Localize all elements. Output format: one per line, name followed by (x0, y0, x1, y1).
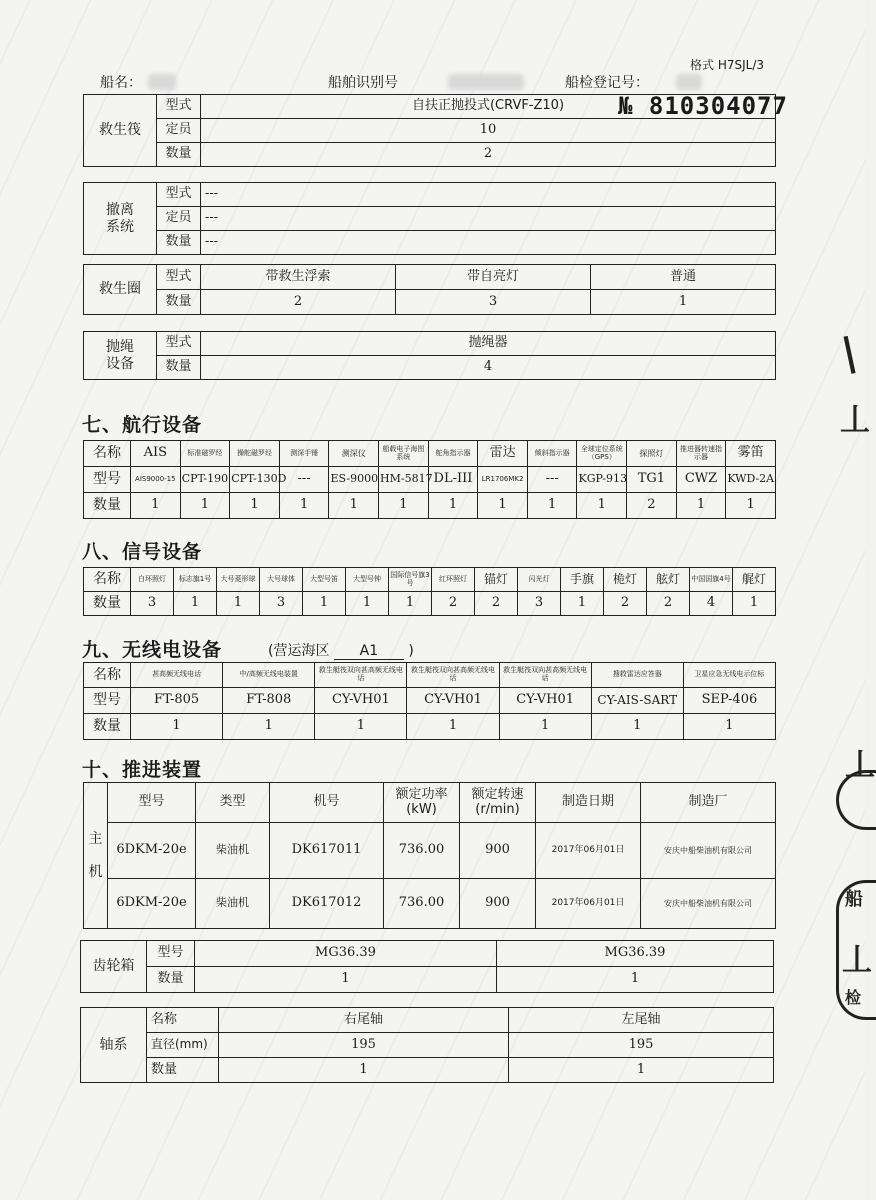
engine-power: 736.00 (384, 823, 460, 879)
signal-qty: 2 (475, 592, 518, 616)
margin-seal-char-b: 检 (845, 988, 862, 1007)
margin-stamp-arc (836, 880, 876, 1020)
nav-qty: 1 (726, 493, 776, 519)
nav-model: ES-9000 (329, 467, 379, 493)
evacuation-title (84, 183, 157, 255)
radio-model-label: 型号 (84, 688, 131, 714)
shaft-name-label: 名称 (147, 1008, 219, 1033)
gearbox-table (80, 940, 774, 993)
signal-qty: 3 (518, 592, 561, 616)
nav-name: 船载电子海图系统 (379, 441, 429, 467)
evac-type-value: --- (201, 183, 776, 207)
engine-type: 柴油机 (196, 823, 270, 879)
engine-number: DK617011 (270, 823, 384, 879)
gearbox-title: 齿轮箱 (81, 941, 147, 993)
nav-model: TG1 (627, 467, 677, 493)
radio-qty: 1 (499, 714, 591, 740)
navigation-table (83, 440, 776, 519)
nav-model: HM-5817 (379, 467, 429, 493)
engine-date: 2017年06月01日 (536, 879, 641, 929)
engine-date: 2017年06月01日 (536, 823, 641, 879)
lifebuoy-qty: 3 (396, 290, 591, 315)
section-radio-title: 九、无线电设备 (82, 639, 223, 661)
evac-capacity-value: --- (201, 207, 776, 231)
engine-header-speed: 额定转速(r/min) (460, 783, 536, 823)
main-engine-table (83, 782, 776, 929)
engine-header-date: 制造日期 (536, 783, 641, 823)
signal-qty: 1 (303, 592, 346, 616)
nav-model: --- (527, 467, 577, 493)
margin-seal-char-a: 船 (845, 889, 863, 910)
nav-name: 全球定位系统（GPS） (577, 441, 627, 467)
shafting-title: 轴系 (81, 1008, 147, 1083)
signal-name: 大号菱形球 (217, 568, 260, 592)
signal-name: 桅灯 (604, 568, 647, 592)
radio-model: FT-808 (223, 688, 315, 714)
nav-qty: 1 (527, 493, 577, 519)
signal-qty: 1 (217, 592, 260, 616)
gearbox-qty: 1 (195, 967, 497, 993)
radio-name: 救生艇筏双向甚高频无线电话 (407, 663, 499, 688)
signal-qty: 2 (647, 592, 690, 616)
line-throwing-type: 抛绳器 (201, 332, 776, 356)
margin-stamp-fragment: 丄 (840, 403, 870, 438)
radio-name: 救生艇筏双向甚高频无线电话 (315, 663, 407, 688)
signal-qty: 3 (131, 592, 174, 616)
nav-model: DL-III (428, 467, 478, 493)
nav-model: CPT-130D (230, 467, 280, 493)
engine-type: 柴油机 (196, 879, 270, 929)
registration-label: 船检登记号： (565, 75, 649, 91)
lifebuoy-qty-label: 数量 (157, 290, 201, 315)
signal-name: 国际信号旗3号 (389, 568, 432, 592)
lifebuoy-qty: 1 (591, 290, 776, 315)
signal-name: 标志旗1号 (174, 568, 217, 592)
liferaft-qty-value: 2 (201, 143, 776, 167)
nav-model: LR1706MK2 (478, 467, 528, 493)
lifebuoy-type: 普通 (591, 265, 776, 290)
radio-qty: 1 (591, 714, 683, 740)
nav-model: KGP-913 (577, 467, 627, 493)
signal-name-label: 名称 (84, 568, 131, 592)
nav-qty: 1 (577, 493, 627, 519)
nav-qty: 1 (131, 493, 181, 519)
main-engine-label (84, 783, 108, 929)
shaft-qty: 1 (509, 1058, 774, 1083)
margin-stamp-fragment: | (837, 329, 861, 375)
gearbox-model: MG36.39 (497, 941, 774, 967)
radio-model: CY-AIS-SART (591, 688, 683, 714)
section-propulsion-title: 十、推进装置 (82, 759, 203, 781)
radio-model: CY-VH01 (407, 688, 499, 714)
liferaft-qty-label: 数量 (157, 143, 201, 167)
signal-name: 大型号钟 (346, 568, 389, 592)
radio-name: 卫星应急无线电示位标 (683, 663, 775, 688)
operating-area-value: A1 (334, 643, 404, 660)
line-throwing-type-label: 型式 (157, 332, 201, 356)
signal-name: 闪光灯 (518, 568, 561, 592)
radio-qty-label: 数量 (84, 714, 131, 740)
nav-name: 标准磁罗经 (180, 441, 230, 467)
main-engine-label-1: 主 (88, 831, 103, 848)
signal-qty: 3 (260, 592, 303, 616)
evacuation-table (83, 182, 776, 255)
engine-header-number: 机号 (270, 783, 384, 823)
evacuation-title-1: 撤离 (106, 202, 134, 219)
section-signal-title: 八、信号设备 (82, 541, 203, 563)
lifebuoy-type: 带救生浮索 (201, 265, 396, 290)
nav-name: AIS (131, 441, 181, 467)
nav-model: CPT-190 (180, 467, 230, 493)
signal-name: 红环照灯 (432, 568, 475, 592)
evacuation-title-2: 系统 (106, 218, 134, 235)
engine-maker: 安庆中船柴油机有限公司 (641, 879, 776, 929)
nav-qty-label: 数量 (84, 493, 131, 519)
serial-number: № 810304077 (618, 92, 788, 120)
engine-model: 6DKM-20e (108, 823, 196, 879)
radio-qty: 1 (407, 714, 499, 740)
signal-name: 大型号笛 (303, 568, 346, 592)
nav-name: 倾斜指示器 (527, 441, 577, 467)
nav-name: 操舵磁罗经 (230, 441, 280, 467)
nav-name: 测深手锤 (279, 441, 329, 467)
nav-name: 推进器转速指示器 (676, 441, 726, 467)
margin-stamp-arc (836, 770, 876, 830)
nav-qty: 2 (627, 493, 677, 519)
nav-name: 舵角指示器 (428, 441, 478, 467)
operating-area (268, 640, 414, 660)
signal-name: 艉灯 (733, 568, 776, 592)
signal-qty: 2 (432, 592, 475, 616)
liferaft-capacity-value: 10 (201, 119, 776, 143)
radio-qty: 1 (315, 714, 407, 740)
section-navigation-title: 七、航行设备 (82, 414, 203, 436)
radio-name: 中/高频无线电装置 (223, 663, 315, 688)
margin-stamp-fragment: 丄 (842, 943, 872, 978)
engine-header-power: 额定功率(kW) (384, 783, 460, 823)
radio-name-label: 名称 (84, 663, 131, 688)
gearbox-qty-label: 数量 (147, 967, 195, 993)
nav-qty: 1 (180, 493, 230, 519)
nav-qty: 1 (428, 493, 478, 519)
nav-name: 探照灯 (627, 441, 677, 467)
lifebuoy-table (83, 264, 776, 315)
engine-maker: 安庆中船柴油机有限公司 (641, 823, 776, 879)
engine-speed: 900 (460, 879, 536, 929)
ship-name-label: 船名： (100, 75, 142, 91)
signal-qty: 1 (389, 592, 432, 616)
nav-qty: 1 (329, 493, 379, 519)
margin-stamp-fragment: 丄 (845, 748, 875, 783)
lifebuoy-type-label: 型式 (157, 265, 201, 290)
signal-qty: 4 (690, 592, 733, 616)
nav-name: 测深仪 (329, 441, 379, 467)
engine-model: 6DKM-20e (108, 879, 196, 929)
evac-qty-value: --- (201, 231, 776, 255)
operating-area-close: ) (408, 643, 414, 659)
engine-speed: 900 (460, 823, 536, 879)
radio-model: SEP-406 (683, 688, 775, 714)
signal-qty: 1 (174, 592, 217, 616)
nav-name: 雾笛 (726, 441, 776, 467)
form-code: 格式 H7SJL/3 (690, 58, 764, 72)
line-throwing-qty: 4 (201, 356, 776, 380)
line-throwing-title (84, 332, 157, 380)
nav-model: AIS9000-15 (131, 467, 181, 493)
signal-qty: 2 (604, 592, 647, 616)
nav-name-label: 名称 (84, 441, 131, 467)
radio-qty: 1 (131, 714, 223, 740)
line-throwing-title-1: 抛绳 (106, 339, 134, 356)
nav-qty: 1 (230, 493, 280, 519)
liferaft-capacity-label: 定员 (157, 119, 201, 143)
signal-qty: 1 (561, 592, 604, 616)
evac-type-label: 型式 (157, 183, 201, 207)
line-throwing-qty-label: 数量 (157, 356, 201, 380)
liferaft-table (83, 94, 776, 167)
nav-model: KWD-2A (726, 467, 776, 493)
lifebuoy-qty: 2 (201, 290, 396, 315)
line-throwing-table (83, 331, 776, 380)
nav-qty: 1 (478, 493, 528, 519)
signal-name: 白环照灯 (131, 568, 174, 592)
gearbox-qty: 1 (497, 967, 774, 993)
liferaft-title: 救生筏 (84, 95, 157, 167)
engine-power: 736.00 (384, 879, 460, 929)
signal-table (83, 567, 776, 616)
lifebuoy-type: 带自亮灯 (396, 265, 591, 290)
redacted-ship-name (148, 74, 176, 90)
shaft-name: 左尾轴 (509, 1008, 774, 1033)
radio-qty: 1 (683, 714, 775, 740)
shaft-qty-label: 数量 (147, 1058, 219, 1083)
radio-name: 甚高频无线电话 (131, 663, 223, 688)
shaft-diameter: 195 (509, 1033, 774, 1058)
signal-name: 大号球体 (260, 568, 303, 592)
shaft-diameter-label: 直径(mm) (147, 1033, 219, 1058)
nav-name: 雷达 (478, 441, 528, 467)
redacted-ship-id (448, 74, 524, 90)
ship-id-label: 船舶识别号 (328, 75, 398, 91)
evac-capacity-label: 定员 (157, 207, 201, 231)
shaft-name: 右尾轴 (219, 1008, 509, 1033)
liferaft-type-value: 自扶正抛投式(CRVF-Z10) (201, 95, 776, 119)
gearbox-model: MG36.39 (195, 941, 497, 967)
signal-name: 锚灯 (475, 568, 518, 592)
signal-name: 中国国旗4号 (690, 568, 733, 592)
redacted-registration (676, 74, 702, 90)
nav-qty: 1 (279, 493, 329, 519)
radio-table (83, 662, 776, 740)
radio-model: CY-VH01 (499, 688, 591, 714)
nav-model: --- (279, 467, 329, 493)
operating-area-label: (营运海区 (268, 643, 330, 659)
line-throwing-title-2: 设备 (106, 355, 134, 372)
radio-name: 救生艇筏双向甚高频无线电话 (499, 663, 591, 688)
radio-qty: 1 (223, 714, 315, 740)
shaft-diameter: 195 (219, 1033, 509, 1058)
lifebuoy-title: 救生圈 (84, 265, 157, 315)
nav-model-label: 型号 (84, 467, 131, 493)
nav-qty: 1 (379, 493, 429, 519)
radio-name: 搜救雷达应答器 (591, 663, 683, 688)
signal-qty: 1 (733, 592, 776, 616)
engine-header-maker: 制造厂 (641, 783, 776, 823)
engine-header-type: 类型 (196, 783, 270, 823)
signal-qty-label: 数量 (84, 592, 131, 616)
signal-name: 手旗 (561, 568, 604, 592)
engine-number: DK617012 (270, 879, 384, 929)
signal-name: 舷灯 (647, 568, 690, 592)
nav-qty: 1 (676, 493, 726, 519)
shafting-table (80, 1007, 774, 1083)
evac-qty-label: 数量 (157, 231, 201, 255)
engine-header-model: 型号 (108, 783, 196, 823)
liferaft-type-label: 型式 (157, 95, 201, 119)
shaft-qty: 1 (219, 1058, 509, 1083)
main-engine-label-2: 机 (88, 863, 103, 880)
radio-model: FT-805 (131, 688, 223, 714)
radio-model: CY-VH01 (315, 688, 407, 714)
gearbox-model-label: 型号 (147, 941, 195, 967)
nav-model: CWZ (676, 467, 726, 493)
signal-qty: 1 (346, 592, 389, 616)
